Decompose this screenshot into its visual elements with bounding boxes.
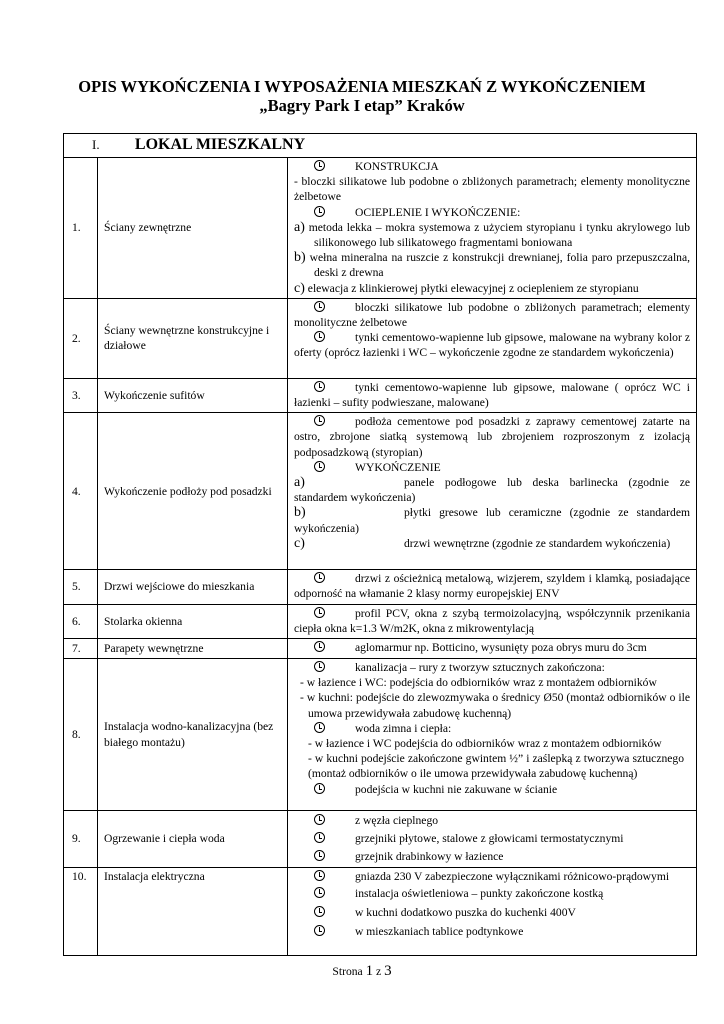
- item-text: tynki cementowo-wapienne lub gipsowe, malowane ( oprócz WC i łazienki – sufity podwieszane, malowane): [294, 380, 691, 410]
- item-text: podłoża cementowe pod posadzki z zaprawy cementowej zatarte na ostro, zbrojone siatką systemową lub zbrojeniem rozproszonym z izolacją podposadzkową (styropian): [294, 415, 691, 459]
- table-row: [64, 659, 697, 811]
- item-text: - w łazience i WC podejścia do odbiorników wraz z montażem odbiorników: [308, 737, 662, 751]
- row-number: 3.: [64, 378, 98, 412]
- item-text: profil PCV, okna z szybą termoizolacyjną, współczynnik przenikania ciepła okna k=1.3 W/m2K, okna z mikrowentylacją: [294, 606, 691, 635]
- clock-icon: [314, 722, 325, 733]
- row-description: [288, 604, 697, 638]
- row-description: [288, 378, 697, 412]
- row-number: 6.: [64, 604, 98, 638]
- clock-icon: [314, 814, 325, 825]
- clock-icon: [314, 641, 325, 652]
- row-description: [288, 659, 697, 811]
- clock-icon: [314, 832, 325, 843]
- item-letter: c): [294, 535, 305, 551]
- item-text: kanalizacja – rury z tworzyw sztucznych zakończona:: [355, 661, 605, 675]
- item-text: płytki gresowe lub ceramiczne (zgodnie ze standardem wykończenia): [294, 506, 691, 535]
- item-text: z węzła cieplnego: [355, 814, 439, 828]
- clock-icon: [314, 381, 325, 392]
- footer-prefix: Strona: [332, 965, 363, 978]
- clock-icon: [314, 415, 325, 426]
- row-label: Ściany wewnętrzne konstrukcyjne i działowe: [98, 298, 288, 378]
- row-label: Ogrzewanie i ciepła woda: [98, 811, 288, 868]
- document-title: OPIS WYKOŃCZENIA I WYPOSAŻENIA MIESZKAŃ Z WYKOŃCZENIEM: [78, 77, 646, 96]
- item-text: grzejnik drabinkowy w łazience: [355, 850, 504, 864]
- clock-icon: [314, 925, 325, 936]
- row-label: Drzwi wejściowe do mieszkania: [98, 570, 288, 604]
- section-number: I.: [92, 137, 100, 153]
- section-header: [64, 134, 697, 158]
- item-text: aglomarmur np. Botticino, wysunięty poza obrys muru do 3cm: [355, 641, 647, 655]
- row-description: [288, 158, 697, 299]
- table-row: [64, 298, 697, 378]
- table-row: [64, 604, 697, 638]
- row-number: 2.: [64, 298, 98, 378]
- clock-icon: [314, 301, 325, 312]
- row-label: Ściany zewnętrzne: [98, 158, 288, 299]
- row-label: Stolarka okienna: [98, 604, 288, 638]
- item-text: grzejniki płytowe, stalowe z głowicami termostatycznymi: [355, 832, 624, 846]
- item-text: - w łazience i WC: podejścia do odbiorników wraz z montażem odbiorników: [300, 676, 657, 690]
- row-label: Wykończenie podłoży pod posadzki: [98, 413, 288, 570]
- item-text: tynki cementowo-wapienne lub gipsowe, malowane na wybrany kolor z oferty (oprócz łazienki i WC – wykończenie zgodne ze standardem wykończenia): [294, 331, 691, 360]
- item-text: elewacja z klinkierowej płytki elewacyjnej z ociepleniem ze styropianu: [307, 281, 639, 295]
- row-number: 1.: [64, 158, 98, 299]
- item-text: woda zimna i ciepła:: [355, 721, 452, 735]
- page-footer: [0, 963, 724, 980]
- item-text: - w kuchni: podejście do zlewozmywaka o średnicy Ø50 (montaż odbiorników o ile umowa przewidywała zabudowę kuchenną): [300, 691, 691, 720]
- item-text: - w kuchni podejście zakończone gwintem ½” i zaślepką z tworzywa sztucznego (montaż odbiorników o ile umowa przewidywała zabudowę kuchenną): [308, 752, 685, 781]
- row-label: Instalacja elektryczna: [98, 868, 288, 956]
- item-text: bloczki silikatowe lub podobne o zbliżonych parametrach; elementy monolityczne żelbetowe: [294, 300, 691, 330]
- clock-icon: [314, 850, 325, 861]
- row-description: [288, 413, 697, 570]
- page-number: 1: [365, 963, 374, 979]
- item-text: metoda lekka – mokra systemowa z użyciem styropianu i tynku akrylowego lub silikonowego lub silikatowego fragmentami boniowana: [308, 220, 691, 250]
- item-text: w mieszkaniach tablice podtynkowe: [355, 925, 524, 939]
- item-text: instalacja oświetleniowa – punkty zakończone kostką: [355, 887, 604, 901]
- item-text: wełna mineralna na ruszcie z konstrukcji drewnianej, folia paro przepuszczalna, deski z drewna: [309, 251, 691, 280]
- specification-table: [63, 133, 697, 956]
- clock-icon: [314, 461, 325, 472]
- item-text: WYKOŃCZENIE: [355, 460, 441, 474]
- section-title: LOKAL MIESZKALNY: [134, 136, 306, 154]
- item-letter: a): [294, 219, 305, 235]
- table-row: [64, 639, 697, 659]
- row-number: 10.: [64, 868, 98, 956]
- item-letter: a): [294, 475, 305, 491]
- item-letter: b): [294, 250, 306, 266]
- item-text: KONSTRUKCJA: [355, 160, 439, 173]
- item-letter: c): [294, 280, 305, 296]
- clock-icon: [314, 870, 325, 881]
- item-text: OCIEPLENIE I WYKOŃCZENIE:: [355, 205, 521, 219]
- table-row: [64, 158, 697, 299]
- item-text: podejścia w kuchni nie zakuwane w ścianie: [355, 782, 558, 796]
- clock-icon: [314, 906, 325, 917]
- row-number: 4.: [64, 413, 98, 570]
- table-row: [64, 868, 697, 956]
- section-header-row: [64, 134, 697, 158]
- row-number: 8.: [64, 659, 98, 811]
- row-description: [288, 868, 697, 956]
- row-description: [288, 298, 697, 378]
- table-row: [64, 378, 697, 412]
- row-number: 5.: [64, 570, 98, 604]
- clock-icon: [314, 607, 325, 618]
- row-description: [288, 639, 697, 659]
- row-label: Parapety wewnętrzne: [98, 639, 288, 659]
- page-total: 3: [384, 963, 392, 979]
- row-number: 7.: [64, 639, 98, 659]
- item-text: - bloczki silikatowe lub podobne o zbliżonych parametrach; elementy monolityczne żelbetowe: [294, 175, 691, 204]
- row-number: 9.: [64, 811, 98, 868]
- document-subtitle: „Bagry Park I etap” Kraków: [259, 96, 465, 115]
- clock-icon: [314, 572, 325, 583]
- row-description: [288, 570, 697, 604]
- clock-icon: [314, 661, 325, 672]
- clock-icon: [314, 783, 325, 794]
- table-row: [64, 413, 697, 570]
- item-letter: b): [294, 505, 306, 521]
- row-description: [288, 811, 697, 868]
- item-text: gniazda 230 V zabezpieczone wyłącznikami różnicowo-prądowymi: [355, 870, 670, 884]
- item-text: panele podłogowe lub deska barlinecka (zgodnie ze standardem wykończenia): [294, 476, 691, 505]
- row-label: Instalacja wodno-kanalizacyjna (bez białego montażu): [98, 659, 288, 811]
- footer-separator: z: [376, 965, 382, 978]
- table-row: [64, 570, 697, 604]
- item-text: w kuchni dodatkowo puszka do kuchenki 400V: [355, 906, 576, 920]
- clock-icon: [314, 206, 325, 217]
- table-row: [64, 811, 697, 868]
- row-label: Wykończenie sufitów: [98, 378, 288, 412]
- item-text: drzwi wewnętrzne (zgodnie ze standardem wykończenia): [404, 536, 671, 550]
- clock-icon: [314, 331, 325, 342]
- clock-icon: [314, 160, 325, 171]
- item-text: drzwi z ościeżnicą metalową, wizjerem, szyldem i klamką, posiadające odporność na włamanie 2 klasy normy europejskiej ENV: [294, 572, 691, 601]
- clock-icon: [314, 887, 325, 898]
